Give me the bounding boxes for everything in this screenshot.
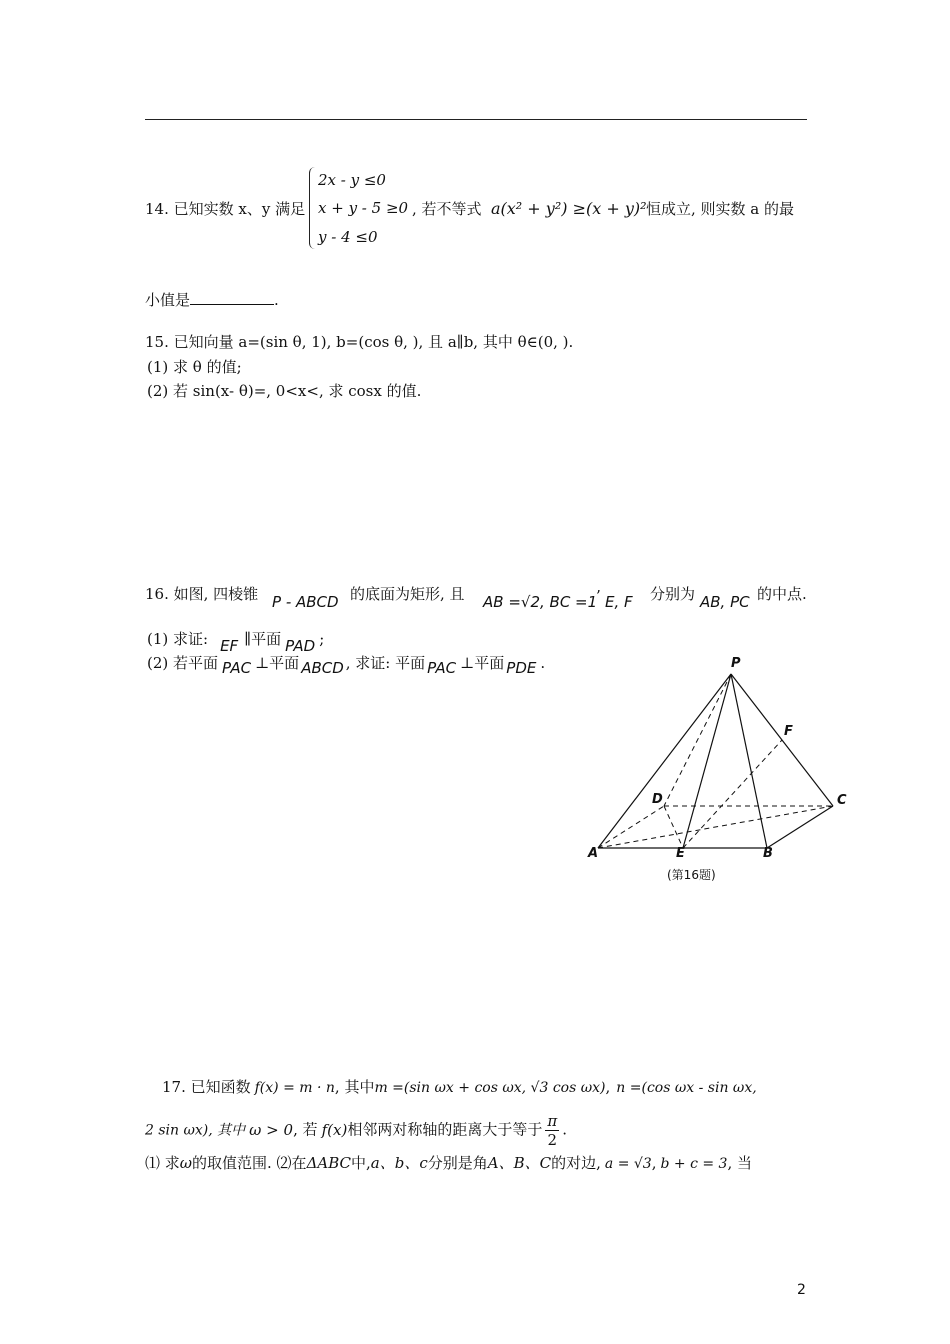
q14-inequality: a(x² + y²) ≥(x + y)² xyxy=(491,199,647,218)
q16-p2-abcd: ABCD xyxy=(301,659,344,677)
q17-fx: f(x) = m · n xyxy=(254,1080,335,1096)
q15-part-2: (2) 若 sin(x- θ)=, 0<x<, 求 cosx 的值. xyxy=(147,382,422,400)
q14-tail: 恒成立, 则实数 a 的最 xyxy=(646,200,795,218)
q17-angles: A、B、C xyxy=(487,1154,552,1172)
q17-frac-num: π xyxy=(547,1112,558,1130)
q16-p1-mid: ∥平面 xyxy=(244,630,282,648)
q16-p2-pac: PAC xyxy=(222,659,252,677)
q17-sides: a、b、c xyxy=(370,1154,428,1172)
q16-pyramid-name: P - ABCD xyxy=(272,593,339,611)
q16-text-2: 分别为 xyxy=(650,585,696,603)
edge-PA xyxy=(598,674,731,848)
q16-p2-pre: (2) 若平面 xyxy=(147,654,219,672)
q16-p1-pre: (1) 求证: xyxy=(147,630,209,648)
q14-condition-1: 2x - y ≤0 xyxy=(318,171,386,189)
q17-line3-e: 的对边, xyxy=(551,1154,601,1172)
segment-DE-hidden xyxy=(664,806,683,848)
q16-part-2 xyxy=(147,652,546,677)
q16-edges: AB, PC xyxy=(700,593,750,611)
q17-line3-d: 分别是角 xyxy=(427,1154,488,1172)
q16-text-1: 的底面为矩形, 且 xyxy=(350,585,465,603)
q16-p2-pac2: PAC xyxy=(427,659,457,677)
label-D: D xyxy=(652,792,663,807)
q17-line3-f: , xyxy=(651,1154,657,1172)
q16-part-1 xyxy=(147,628,325,655)
q14-condition-2: x + y - 5 ≥0 xyxy=(318,199,409,217)
q17-fx-2: f(x) xyxy=(321,1120,348,1139)
q17-text-1: , 其中 xyxy=(334,1078,375,1096)
q17-n-def: n =(cos ωx - sin ωx, xyxy=(616,1080,757,1096)
q14-line2-end: . xyxy=(274,291,279,309)
label-B: B xyxy=(763,846,773,861)
q17-line-3 xyxy=(145,1152,752,1173)
system-brace xyxy=(309,167,318,249)
q16-text-3: 的中点. xyxy=(757,585,807,603)
answer-blank xyxy=(190,290,274,305)
edge-BC xyxy=(767,806,833,848)
q16-p2-mid: ⊥平面 xyxy=(255,654,300,672)
q15-part-1: (1) 求 θ 的值; xyxy=(147,358,242,376)
q17-line-2 xyxy=(145,1112,567,1149)
q17-line3-c: 中, xyxy=(351,1154,371,1172)
q17-triangle: ΔABC xyxy=(306,1154,352,1172)
q14-line-2 xyxy=(145,289,279,310)
q17-line3-b: 的取值范围. ⑵在 xyxy=(192,1154,307,1172)
q14-intro: 14. 已知实数 x、y 满足 xyxy=(145,200,306,218)
q14-connector: , 若不等式 xyxy=(412,200,482,218)
edge-PB xyxy=(731,674,767,848)
q17-line-1 xyxy=(162,1076,757,1097)
q16-p1-ef: EF xyxy=(220,637,239,655)
q16-p1-end: ; xyxy=(319,630,325,648)
q15-stem: 15. 已知向量 a=(sin θ, 1), b=(cos θ, ), 且 a∥b, 其中 θ∈(0, ). xyxy=(145,333,574,351)
q16-intro: 16. 如图, 四棱锥 xyxy=(145,585,259,603)
q17-intro: 17. 已知函数 xyxy=(162,1078,251,1096)
q17-line3-a: ⑴ 求 xyxy=(145,1154,180,1172)
q17-line2-a: 2 sin ωx), 其中 xyxy=(145,1122,246,1139)
edge-PD-hidden xyxy=(664,674,731,806)
q17-m-def: m =(sin ωx + cos ωx, √3 cos ωx) xyxy=(374,1080,606,1096)
q14-condition-3: y - 4 ≤0 xyxy=(318,228,378,246)
label-C: C xyxy=(837,793,847,808)
q17-omega: ω xyxy=(179,1154,193,1172)
edge-AD-hidden xyxy=(598,806,664,848)
page-number: 2 xyxy=(797,1282,806,1298)
q17-line2-end: . xyxy=(562,1120,567,1139)
q16-p2-mid2: , 求证: 平面 xyxy=(345,654,426,672)
pyramid-figure xyxy=(580,650,870,895)
header-rule xyxy=(145,119,807,120)
figure-caption: (第16题) xyxy=(667,868,716,882)
q16-p2-pde: PDE xyxy=(506,659,537,677)
q17-sep: , xyxy=(605,1078,611,1096)
q16-p1-pad: PAD xyxy=(285,637,316,655)
label-E: E xyxy=(676,846,685,861)
edge-PE xyxy=(683,674,731,848)
q17-line2-c: 相邻两对称轴的距离大于等于 xyxy=(347,1120,543,1139)
q14-line2-text: 小值是 xyxy=(145,291,191,309)
q16-p2-mid3: ⊥平面 xyxy=(460,654,505,672)
q17-frac-den: 2 xyxy=(547,1131,558,1149)
label-P: P xyxy=(731,656,741,671)
q17-fraction xyxy=(545,1112,559,1149)
label-F: F xyxy=(784,724,793,739)
q17-line2-b: , 若 xyxy=(293,1120,318,1139)
q17-omega-condition: ω > 0 xyxy=(249,1120,294,1139)
q17-a-value: a = √3 xyxy=(604,1156,652,1172)
label-A: A xyxy=(588,846,599,861)
q17-bc-value: b + c = 3 xyxy=(660,1156,728,1172)
q16-sep: ’ xyxy=(596,587,601,605)
q16-points: E, F xyxy=(605,593,633,611)
q16-lengths: AB =√2, BC =1 xyxy=(483,593,598,611)
q17-line3-g: , 当 xyxy=(727,1154,753,1172)
q16-p2-end: . xyxy=(540,654,546,672)
